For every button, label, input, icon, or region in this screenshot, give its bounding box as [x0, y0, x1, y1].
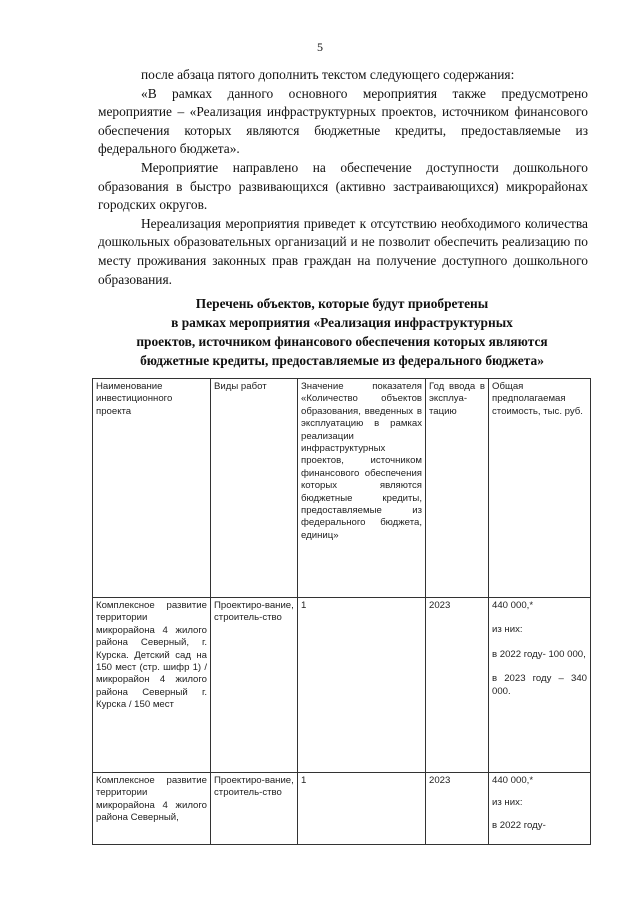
section-heading — [92, 294, 592, 370]
row-2-cost-total: 440 000,* — [492, 775, 534, 786]
row-1-cost-2023: в 2023 году – 340 000. — [492, 673, 587, 697]
row-1-cost-2022: в 2022 году- 100 000, — [492, 648, 586, 660]
heading-line-2: в рамках мероприятия «Реализация инфраструктурных — [171, 315, 513, 330]
intro-paragraph-3: Мероприятие направлено на обеспечение доступности дошкольного образования в быстро развивающихся (активно застраивающихся) микрорайонах городских округов. — [98, 159, 588, 213]
heading-line-4: бюджетные кредиты, предоставляемые из федерального бюджета» — [140, 353, 544, 368]
row-2-cost-of-them: из них: — [492, 797, 523, 809]
row-1-count: 1 — [298, 598, 426, 773]
table-row — [93, 773, 591, 845]
row-2-year: 2023 — [426, 773, 489, 845]
heading-line-3: проектов, источником финансового обеспечения которых являются — [136, 334, 548, 349]
page-number: 5 — [317, 40, 323, 54]
table-row — [93, 598, 591, 773]
header-project-name: Наименование инвестиционного проекта — [93, 379, 211, 598]
row-1-cost — [489, 598, 591, 773]
row-1-project-name: Комплексное развитие территории микрорайона 4 жилого района Северный, г. Курска. Детский сад на 150 мест (стр. шифр 1) / микрорайон 4 жилого района Северный г. Курска / 150 мест — [93, 598, 211, 773]
header-work-types: Виды работ — [211, 379, 298, 598]
table-header-row — [93, 379, 591, 598]
row-2-cost — [489, 773, 591, 845]
row-1-work-types: Проектиро-вание, строитель-ство — [211, 598, 298, 773]
row-2-work-types: Проектиро-вание, строитель-ство — [211, 773, 298, 845]
header-indicator-value: Значение показателя «Количество объектов образования, введенных в эксплуатацию в рамках реализации инфраструктурных проектов, источником финансового обеспечения которых являются бюджетные кредиты, предоставляемые из федерального бюджета, единиц» — [298, 379, 426, 598]
objects-table — [92, 378, 591, 845]
row-2-project-name: Комплексное развитие территории микрорайона 4 жилого района Северный, — [93, 773, 211, 845]
header-total-cost: Общая предполагаемая стоимость, тыс. руб. — [489, 379, 591, 598]
row-1-year: 2023 — [426, 598, 489, 773]
row-1-cost-total: 440 000,* — [492, 600, 534, 611]
row-2-count: 1 — [298, 773, 426, 845]
intro-paragraph-1: после абзаца пятого дополнить текстом следующего содержания: — [141, 67, 515, 82]
header-commissioning-year: Год ввода в эксплуа-тацию — [426, 379, 489, 598]
intro-text — [98, 66, 588, 289]
heading-line-1: Перечень объектов, которые будут приобретены — [195, 296, 489, 311]
intro-paragraph-2: «В рамках данного основного мероприятия также предусмотрено мероприятие – «Реализация инфраструктурных проектов, источником финансового обеспечения которых являются бюджетные кредиты, предоставляемые из федерального бюджета». — [98, 85, 588, 157]
row-1-cost-of-them: из них: — [492, 624, 523, 636]
row-2-cost-2022: в 2022 году- — [492, 819, 546, 831]
intro-paragraph-4: Нереализация мероприятия приведет к отсутствию необходимого количества дошкольных образовательных организаций и не позволит обеспечить реализацию по месту проживания законных прав граждан на получение доступного дошкольного образования. — [98, 215, 588, 287]
